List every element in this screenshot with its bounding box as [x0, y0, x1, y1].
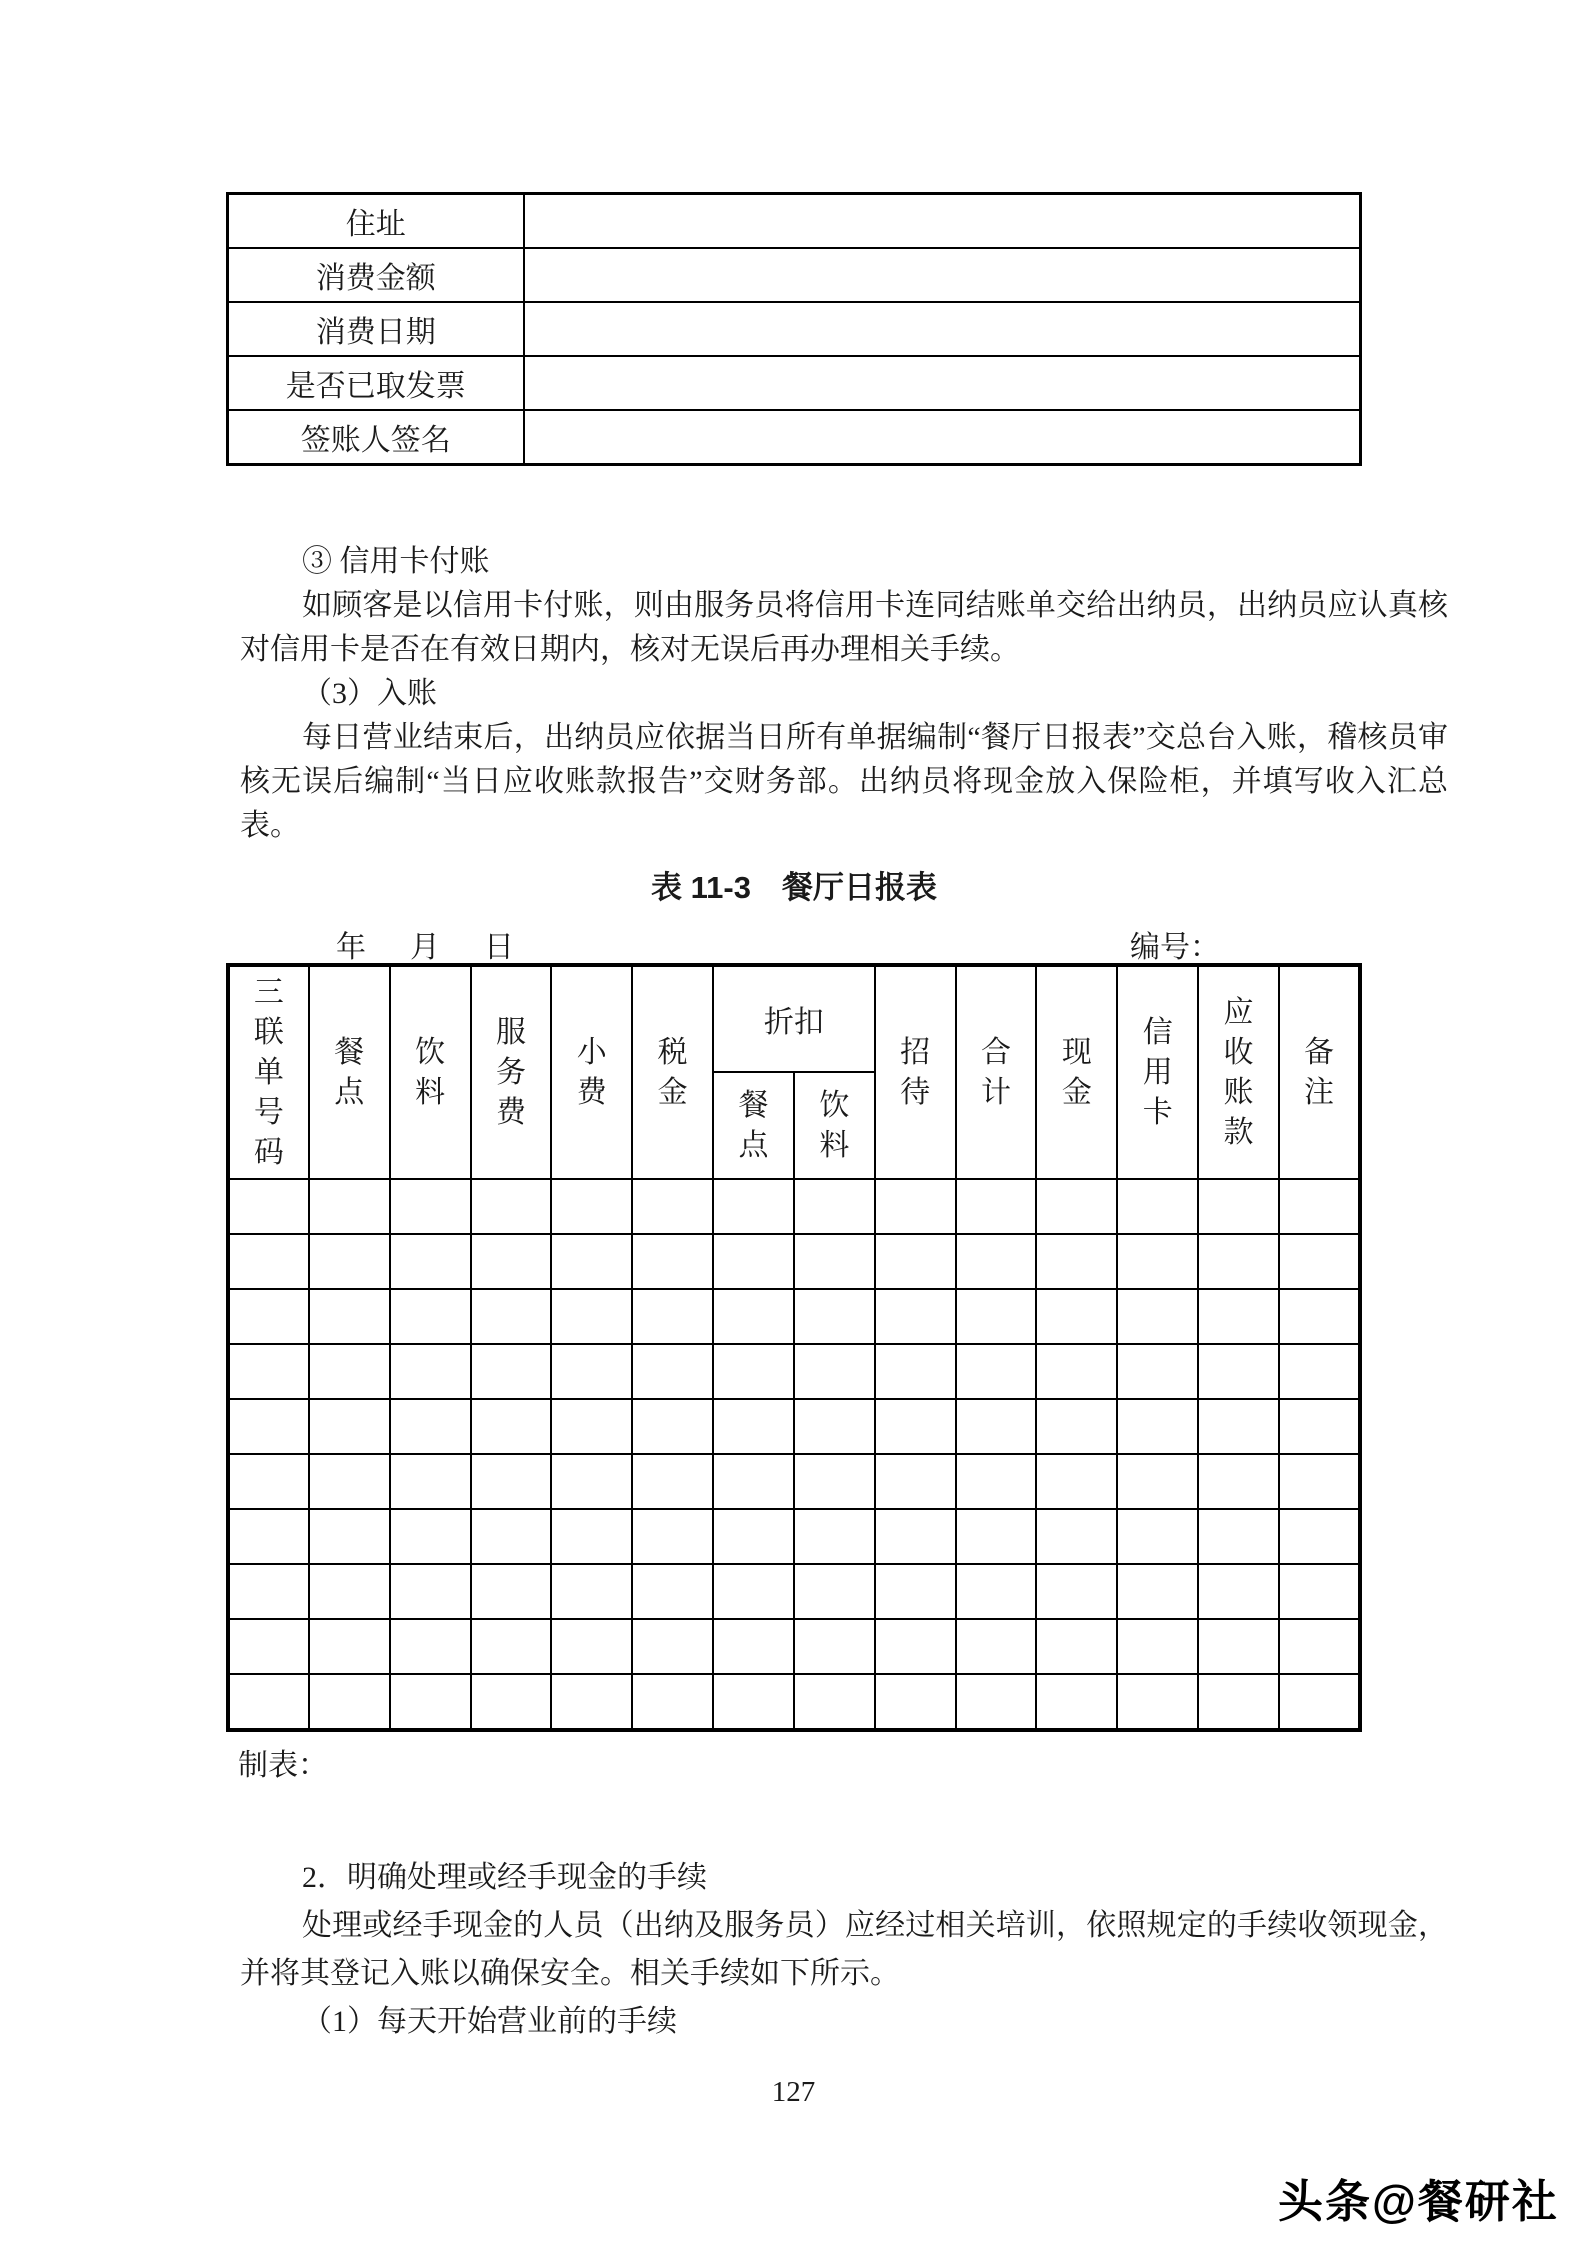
table-row [228, 410, 1361, 465]
heading-credit-card: ③ 信用卡付账 [302, 545, 490, 578]
col-header-remarks: 备注 [1279, 965, 1360, 1179]
daily-report-empty-cell [228, 1399, 309, 1454]
table-maker-label: 制表： [238, 1749, 328, 1782]
daily-report-empty-cell [1117, 1399, 1198, 1454]
daily-report-empty-cell [713, 1179, 794, 1234]
daily-report-empty-cell [875, 1454, 956, 1509]
daily-report-empty-cell [228, 1234, 309, 1289]
daily-report-empty-cell [1279, 1344, 1360, 1399]
daily-report-empty-cell [1117, 1619, 1198, 1674]
daily-report-empty-row [228, 1564, 1360, 1619]
daily-report-empty-cell [956, 1344, 1037, 1399]
daily-report-empty-cell [551, 1179, 632, 1234]
daily-report-empty-cell [956, 1509, 1037, 1564]
body-text-block-1 [240, 540, 1448, 848]
daily-report-header [228, 965, 1360, 1179]
daily-report-empty-cell [632, 1674, 713, 1730]
daily-report-empty-cell [632, 1344, 713, 1399]
table-row [228, 248, 1361, 302]
daily-report-empty-cell [875, 1289, 956, 1344]
body-text-block-2 [240, 1854, 1448, 2046]
daily-report-empty-cell [390, 1344, 471, 1399]
daily-report-empty-cell [1198, 1454, 1279, 1509]
daily-report-empty-cell [794, 1564, 875, 1619]
daily-report-empty-cell [390, 1234, 471, 1289]
table-row [228, 194, 1361, 249]
daily-report-empty-cell [1036, 1234, 1117, 1289]
paragraph-credit-card: 如顾客是以信用卡付账，则由服务员将信用卡连同结账单交给出纳员，出纳员应认真核对信用卡是否在有效日期内，核对无误后再办理相关手续。 [240, 589, 1448, 666]
daily-report-empty-cell [1279, 1674, 1360, 1730]
daily-report-empty-cell [309, 1179, 390, 1234]
daily-report-empty-cell [875, 1564, 956, 1619]
daily-report-empty-row [228, 1289, 1360, 1344]
daily-report-empty-cell [228, 1344, 309, 1399]
daily-report-empty-cell [713, 1509, 794, 1564]
daily-report-empty-cell [1198, 1399, 1279, 1454]
daily-report-empty-cell [228, 1179, 309, 1234]
daily-report-empty-cell [1036, 1399, 1117, 1454]
table-row [228, 302, 1361, 356]
daily-report-empty-cell [1036, 1179, 1117, 1234]
daily-report-empty-cell [1279, 1619, 1360, 1674]
daily-report-empty-cell [551, 1509, 632, 1564]
col-header-tip: 小费 [551, 965, 632, 1179]
daily-report-empty-cell [1036, 1344, 1117, 1399]
daily-report-empty-cell [471, 1289, 552, 1344]
row-label-amount: 消费金额 [228, 248, 524, 302]
daily-report-empty-cell [713, 1289, 794, 1344]
daily-report-empty-cell [471, 1234, 552, 1289]
daily-report-empty-cell [1036, 1454, 1117, 1509]
daily-report-empty-cell [390, 1454, 471, 1509]
daily-report-empty-cell [956, 1179, 1037, 1234]
daily-report-empty-cell [956, 1399, 1037, 1454]
daily-report-empty-cell [551, 1399, 632, 1454]
daily-report-empty-cell [551, 1344, 632, 1399]
daily-report-empty-cell [1198, 1289, 1279, 1344]
daily-report-empty-cell [794, 1234, 875, 1289]
daily-report-empty-cell [794, 1674, 875, 1730]
daily-report-empty-cell [309, 1399, 390, 1454]
daily-report-empty-cell [1117, 1344, 1198, 1399]
daily-report-empty-cell [1036, 1509, 1117, 1564]
daily-report-caption: 表 11-3 餐厅日报表 [651, 870, 937, 905]
daily-report-empty-cell [632, 1289, 713, 1344]
paragraph-posting: 每日营业结束后，出纳员应依据当日所有单据编制“餐厅日报表”交总台入账，稽核员审核无误后编制“当日应收账款报告”交财务部。出纳员将现金放入保险柜，并填写收入汇总表。 [240, 721, 1448, 842]
daily-report-empty-cell [228, 1509, 309, 1564]
daily-report-table [226, 963, 1362, 1732]
signing-record-table [226, 192, 1362, 466]
daily-report-empty-row [228, 1179, 1360, 1234]
daily-report-empty-cell [551, 1454, 632, 1509]
daily-report-empty-row [228, 1454, 1360, 1509]
daily-report-empty-cell [1117, 1564, 1198, 1619]
daily-report-empty-cell [1117, 1234, 1198, 1289]
daily-report-empty-cell [471, 1344, 552, 1399]
daily-report-empty-cell [1279, 1179, 1360, 1234]
daily-report-empty-cell [875, 1399, 956, 1454]
daily-report-empty-cell [956, 1619, 1037, 1674]
daily-report-empty-cell [551, 1289, 632, 1344]
row-label-date: 消费日期 [228, 302, 524, 356]
row-label-signature: 签账人签名 [228, 410, 524, 465]
daily-report-date-line: 年 月 日 [336, 931, 521, 964]
daily-report-empty-cell [1279, 1564, 1360, 1619]
daily-report-empty-cell [794, 1289, 875, 1344]
daily-report-empty-cell [309, 1619, 390, 1674]
daily-report-empty-cell [1198, 1234, 1279, 1289]
daily-report-empty-cell [471, 1454, 552, 1509]
daily-report-empty-cell [471, 1564, 552, 1619]
daily-report-empty-cell [632, 1564, 713, 1619]
blank-value-cell [524, 194, 1361, 249]
daily-report-empty-cell [794, 1509, 875, 1564]
daily-report-empty-cell [228, 1454, 309, 1509]
col-header-discount-drinks: 饮料 [794, 1072, 875, 1179]
daily-report-empty-cell [471, 1179, 552, 1234]
daily-report-empty-cell [1279, 1399, 1360, 1454]
daily-report-empty-cell [1198, 1344, 1279, 1399]
daily-report-empty-cell [471, 1509, 552, 1564]
daily-report-empty-cell [309, 1289, 390, 1344]
daily-report-empty-cell [875, 1344, 956, 1399]
daily-report-empty-cell [228, 1674, 309, 1730]
daily-report-empty-cell [713, 1619, 794, 1674]
daily-report-empty-cell [1117, 1179, 1198, 1234]
daily-report-empty-cell [1036, 1289, 1117, 1344]
daily-report-empty-cell [390, 1619, 471, 1674]
daily-report-empty-cell [551, 1619, 632, 1674]
daily-report-empty-cell [1117, 1674, 1198, 1730]
daily-report-body [228, 1179, 1360, 1730]
daily-report-empty-cell [875, 1509, 956, 1564]
blank-value-cell [524, 356, 1361, 410]
daily-report-empty-cell [1117, 1454, 1198, 1509]
daily-report-empty-cell [1198, 1564, 1279, 1619]
daily-report-empty-cell [956, 1674, 1037, 1730]
daily-report-empty-cell [956, 1234, 1037, 1289]
blank-value-cell [524, 248, 1361, 302]
daily-report-empty-cell [1279, 1289, 1360, 1344]
daily-report-empty-cell [390, 1399, 471, 1454]
daily-report-empty-cell [309, 1564, 390, 1619]
watermark-text: 头条@餐研社 [1278, 2176, 1559, 2227]
daily-report-empty-cell [713, 1564, 794, 1619]
daily-report-empty-cell [390, 1564, 471, 1619]
daily-report-empty-cell [390, 1289, 471, 1344]
daily-report-empty-cell [794, 1344, 875, 1399]
daily-report-empty-cell [794, 1399, 875, 1454]
heading-cash-procedures: 2．明确处理或经手现金的手续 [302, 1861, 707, 1894]
daily-report-empty-cell [632, 1454, 713, 1509]
col-header-entertain: 招待 [875, 965, 956, 1179]
daily-report-empty-cell [794, 1454, 875, 1509]
row-label-invoice: 是否已取发票 [228, 356, 524, 410]
daily-report-empty-cell [956, 1289, 1037, 1344]
daily-report-empty-cell [713, 1399, 794, 1454]
daily-report-empty-row [228, 1674, 1360, 1730]
daily-report-empty-cell [1198, 1179, 1279, 1234]
daily-report-empty-cell [1279, 1454, 1360, 1509]
daily-report-empty-cell [1198, 1619, 1279, 1674]
daily-report-empty-cell [551, 1564, 632, 1619]
col-header-discount-group: 折扣 [713, 965, 875, 1072]
daily-report-empty-row [228, 1234, 1360, 1289]
paragraph-cash-procedures: 处理或经手现金的人员（出纳及服务员）应经过相关培训，依照规定的手续收领现金，并将其登记入账以确保安全。相关手续如下所示。 [240, 1909, 1448, 1990]
daily-report-empty-cell [875, 1619, 956, 1674]
daily-report-empty-cell [1036, 1674, 1117, 1730]
col-header-total: 合计 [956, 965, 1037, 1179]
daily-report-empty-row [228, 1344, 1360, 1399]
daily-report-empty-cell [632, 1234, 713, 1289]
daily-report-empty-cell [309, 1454, 390, 1509]
daily-report-empty-cell [1036, 1564, 1117, 1619]
blank-value-cell [524, 302, 1361, 356]
daily-report-empty-cell [390, 1674, 471, 1730]
col-header-receipt-number: 三联单号码 [228, 965, 309, 1179]
daily-report-empty-cell [390, 1509, 471, 1564]
daily-report-empty-cell [632, 1179, 713, 1234]
daily-report-empty-cell [1198, 1509, 1279, 1564]
daily-report-empty-cell [309, 1674, 390, 1730]
col-header-credit-card: 信用卡 [1117, 965, 1198, 1179]
table-row [228, 356, 1361, 410]
daily-report-empty-cell [228, 1564, 309, 1619]
daily-report-empty-cell [794, 1179, 875, 1234]
col-header-discount-food: 餐点 [713, 1072, 794, 1179]
daily-report-empty-cell [713, 1674, 794, 1730]
daily-report-empty-cell [1279, 1509, 1360, 1564]
daily-report-empty-row [228, 1619, 1360, 1674]
daily-report-empty-cell [309, 1234, 390, 1289]
daily-report-empty-cell [1117, 1289, 1198, 1344]
daily-report-empty-row [228, 1399, 1360, 1454]
daily-report-empty-cell [956, 1454, 1037, 1509]
daily-report-empty-cell [1117, 1509, 1198, 1564]
blank-value-cell [524, 410, 1361, 465]
daily-report-empty-cell [875, 1674, 956, 1730]
daily-report-empty-cell [551, 1234, 632, 1289]
daily-report-empty-cell [309, 1344, 390, 1399]
daily-report-empty-cell [713, 1234, 794, 1289]
col-header-cash: 现金 [1036, 965, 1117, 1179]
daily-report-empty-cell [471, 1674, 552, 1730]
daily-report-serial-label: 编号： [1130, 931, 1220, 964]
daily-report-empty-cell [309, 1509, 390, 1564]
daily-report-empty-cell [875, 1234, 956, 1289]
daily-report-empty-cell [956, 1564, 1037, 1619]
daily-report-empty-cell [1198, 1674, 1279, 1730]
daily-report-empty-cell [228, 1289, 309, 1344]
daily-report-empty-cell [713, 1344, 794, 1399]
row-label-address: 住址 [228, 194, 524, 249]
daily-report-empty-cell [471, 1619, 552, 1674]
daily-report-empty-cell [471, 1399, 552, 1454]
daily-report-empty-cell [632, 1399, 713, 1454]
daily-report-empty-cell [228, 1619, 309, 1674]
col-header-service-fee: 服务费 [471, 965, 552, 1179]
daily-report-empty-cell [713, 1454, 794, 1509]
col-header-receivables: 应收账款 [1198, 965, 1279, 1179]
page-number: 127 [771, 2076, 816, 2108]
daily-report-empty-cell [1036, 1619, 1117, 1674]
daily-report-empty-cell [390, 1179, 471, 1234]
col-header-food: 餐点 [309, 965, 390, 1179]
subheading-before-opening: （1）每天开始营业前的手续 [302, 2005, 677, 2038]
daily-report-empty-cell [551, 1674, 632, 1730]
daily-report-empty-cell [632, 1619, 713, 1674]
daily-report-empty-cell [875, 1179, 956, 1234]
subheading-posting: （3）入账 [302, 677, 437, 710]
daily-report-empty-cell [794, 1619, 875, 1674]
daily-report-empty-row [228, 1509, 1360, 1564]
daily-report-empty-cell [1279, 1234, 1360, 1289]
col-header-tax: 税金 [632, 965, 713, 1179]
daily-report-empty-cell [632, 1509, 713, 1564]
col-header-drinks: 饮料 [390, 965, 471, 1179]
